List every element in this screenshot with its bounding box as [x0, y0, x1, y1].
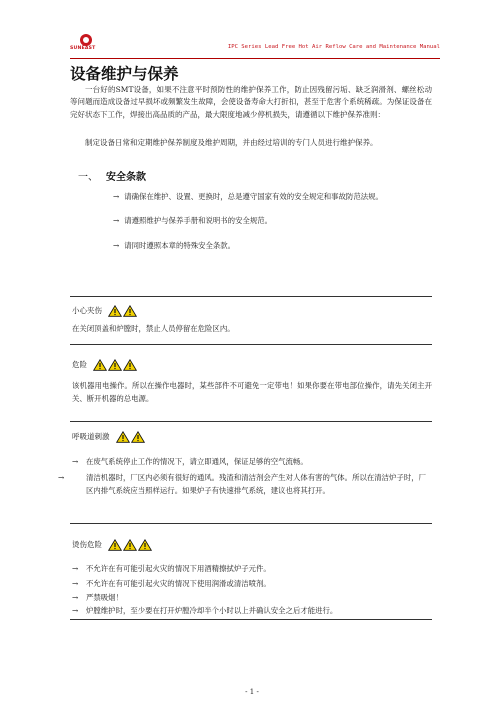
- header-title: IPC Series Lead Free Hot Air Reflow Care and Maintenance Manual: [227, 44, 440, 50]
- arrow-icon: →: [72, 564, 79, 573]
- safety-rule-item: [113, 215, 272, 226]
- safety-rule-text: 请同时遵照本章的特殊安全条款。: [124, 241, 236, 250]
- logo-text: SUNEAST: [70, 46, 96, 51]
- logo-mark-icon: [80, 34, 92, 46]
- intro-paragraph-1: 一台好的SMT设备，如果不注意平时预防性的维护保养工作，防止因残留污垢、缺乏润滑剂、螺丝松动等问题而造成设备过早损坏或频繁发生故障，会使设备寿命大打折扣，甚至于危害个系统稀疏。为保证设备在完好状态下工作，焊接出高品质的产品，最大限度地减少停机损失，请遵循以下维护保养准则：: [70, 85, 432, 119]
- section-title: 安全条款: [106, 172, 146, 183]
- safety-rule-text: 请遵照维护与保养手册和说明书的安全规范。: [124, 216, 273, 225]
- arrow-icon: →: [58, 473, 65, 482]
- breath-list-item: [58, 471, 432, 497]
- arrow-icon: →: [72, 593, 79, 602]
- divider: [70, 619, 432, 620]
- burn-item-text: 不允许在有可能引起火灾的情况下用酒精擦拭炉子元件。: [86, 564, 271, 573]
- danger-box-title: [72, 359, 138, 371]
- section-heading: [78, 168, 146, 183]
- arrow-icon: →: [72, 606, 79, 615]
- burn-list-item: [72, 577, 432, 590]
- warning-triangle-icon: [123, 305, 137, 317]
- warning-triangle-icon: [131, 431, 145, 443]
- divider: [70, 421, 432, 422]
- intro-paragraph-2: 制定设备日常和定期维护保养制度及维护周期，并由经过培训的专门人员进行维护保养。: [85, 138, 378, 147]
- burn-item-text: 炉膛维护时，至少要在打开炉膛冷却半个小时以上并确认安全之后才能进行。: [86, 606, 338, 615]
- caution-box-text: 在关闭顶盖和炉膛时，禁止人员停留在危险区内。: [72, 324, 235, 333]
- warning-triangle-icon: [138, 539, 152, 551]
- burn-list-item: [72, 591, 432, 604]
- page-header: [70, 38, 440, 59]
- safety-rule-text: 请确保在维护、设置、更换时，总是遵守国家有效的安全规定和事故防范法规。: [124, 192, 383, 201]
- warning-triangle-icon: [123, 359, 137, 371]
- warning-triangle-icon: [108, 539, 122, 551]
- divider: [70, 344, 432, 345]
- warning-icons: [116, 431, 146, 443]
- caution-title-text: 小心夹伤: [72, 306, 102, 315]
- arrow-icon: →: [113, 192, 120, 201]
- arrow-icon: →: [72, 579, 79, 588]
- burn-item-text: 严禁吸烟！: [86, 593, 123, 602]
- danger-box-text: 该机器用电操作。所以在操作电器时，某些部件不可避免一定带电！如果你要在带电部位操作，请先关闭主开关、断开机器的总电源。: [72, 381, 432, 404]
- arrow-icon: →: [72, 457, 79, 466]
- section-number: 一、: [78, 172, 98, 183]
- burn-list-item: [72, 562, 432, 575]
- burn-title-text: 烫伤危险: [72, 540, 102, 549]
- page-title: 设备维护与保养: [70, 64, 179, 83]
- warning-icons: [93, 359, 138, 371]
- warning-triangle-icon: [116, 431, 130, 443]
- arrow-icon: →: [113, 216, 120, 225]
- safety-rule-item: [113, 191, 383, 202]
- warning-icons: [108, 539, 153, 551]
- divider: [70, 296, 432, 297]
- suneast-logo: [70, 34, 104, 56]
- warning-triangle-icon: [108, 359, 122, 371]
- caution-box-title: [72, 305, 138, 317]
- breath-list-item: [72, 455, 432, 468]
- page-number: - 1 -: [245, 688, 259, 696]
- burn-item-text: 不允许在有可能引起火灾的情况下使用润滑或清洁喷剂。: [86, 579, 271, 588]
- warning-icons: [108, 305, 138, 317]
- warning-triangle-icon: [123, 539, 137, 551]
- danger-title-text: 危险: [72, 360, 87, 369]
- breath-item-text: 清洁机器时，厂区内必须有很好的通风。残渣和清洁剂会产生对人体有害的气体。所以在清洁炉子时，厂区内排气系统应当照样运行。如果炉子有快速排气系统，建议也将其打开。: [86, 473, 426, 495]
- warning-triangle-icon: [93, 359, 107, 371]
- breath-item-text: 在废气系统停止工作的情况下，请立即通风，保证足够的空气流畅。: [86, 457, 308, 466]
- breath-box-title: [72, 431, 146, 443]
- burn-list-item: [72, 604, 432, 617]
- divider: [70, 523, 432, 524]
- breath-title-text: 呼吸道刺激: [72, 432, 110, 441]
- warning-triangle-icon: [108, 305, 122, 317]
- burn-box-title: [72, 539, 153, 551]
- safety-rule-item: [113, 240, 235, 251]
- arrow-icon: →: [113, 241, 120, 250]
